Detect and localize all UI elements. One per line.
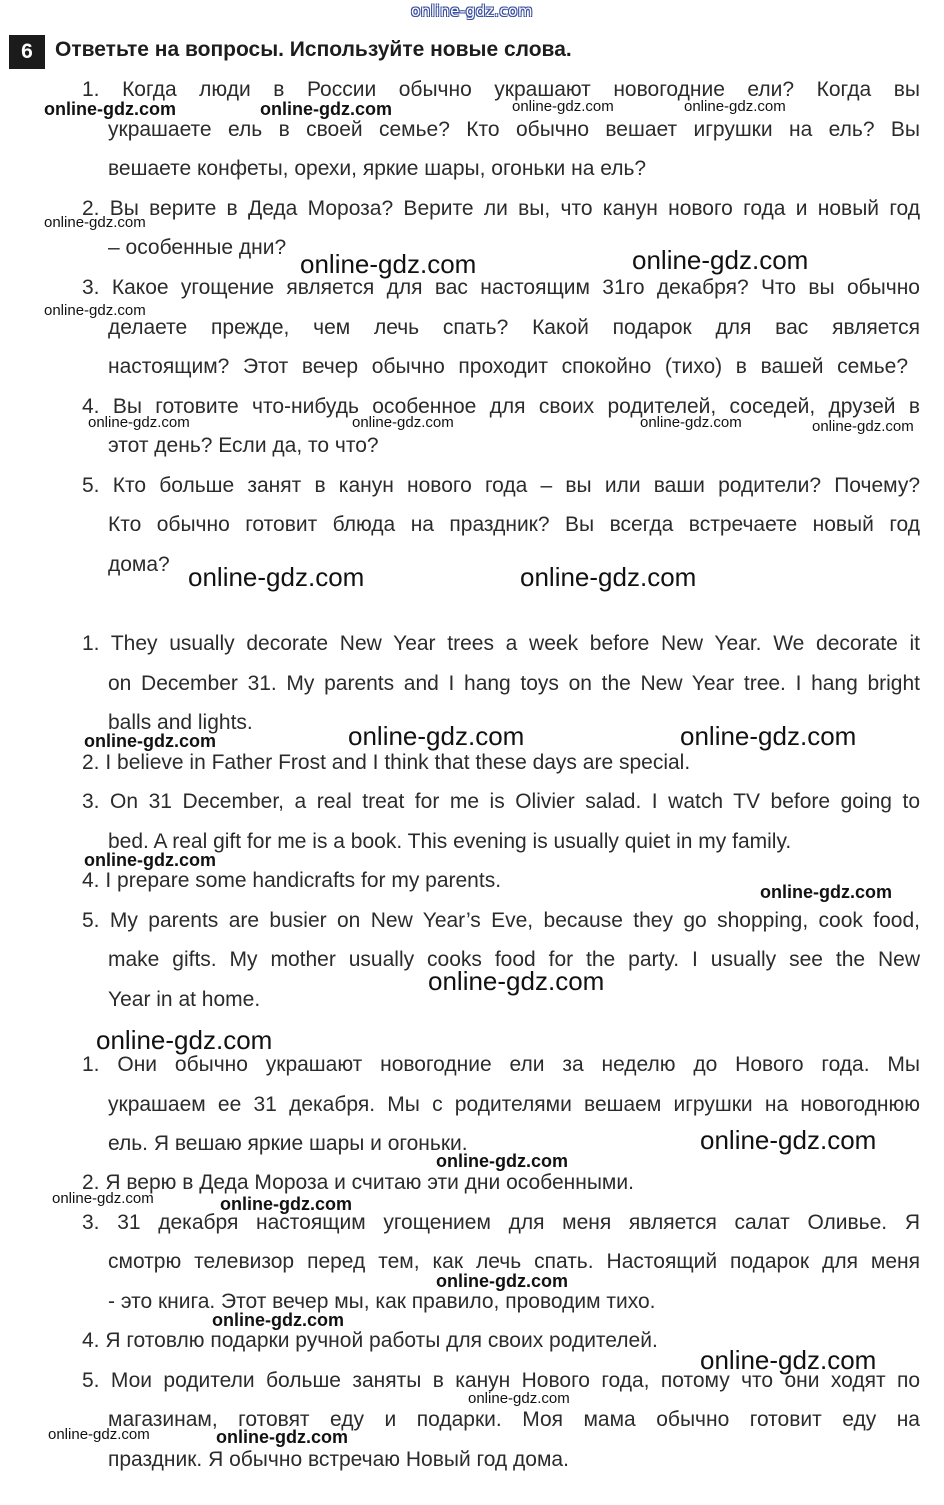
task-number-badge: 6 (9, 35, 45, 69)
question-line: 2. Вы верите в Деда Мороза? Верите ли вы, что канун нового года и новый год (82, 197, 920, 220)
watermark: online-gdz.com (468, 1390, 570, 1407)
watermark: online-gdz.com (52, 1190, 154, 1207)
answer-line-en: 2. I believe in Father Frost and I think that these days are special. (82, 751, 691, 774)
watermark: online-gdz.com (84, 731, 216, 751)
answer-line-ru: 5. Мои родители больше заняты в канун Нового года, потому что они ходят по (82, 1369, 920, 1392)
watermark: online-gdz.com (44, 214, 146, 231)
watermark: online-gdz.com (436, 1271, 568, 1291)
question-line: этот день? Если да, то что? (108, 434, 379, 457)
watermark: online-gdz.com (520, 562, 697, 592)
watermark: online-gdz.com (512, 98, 614, 115)
answer-line-ru: 4. Я готовлю подарки ручной работы для своих родителей. (82, 1329, 658, 1352)
watermark: online-gdz.com (300, 249, 477, 279)
watermark: online-gdz.com (44, 302, 146, 319)
answer-line-ru: 2. Я верю в Деда Мороза и считаю эти дни особенными. (82, 1171, 634, 1194)
answer-line-en: on December 31. My parents and I hang toys on the New Year tree. I hang bright (108, 672, 920, 695)
answer-line-en: bed. A real gift for me is a book. This evening is usually quiet in my family. (108, 830, 792, 853)
question-line: настоящим? Этот вечер обычно проходит спокойно (тихо) в вашей семье? (108, 355, 908, 378)
answer-line-ru: 3. 31 декабря настоящим угощением для меня является салат Оливье. Я (82, 1211, 920, 1234)
answer-line-en: 1. They usually decorate New Year trees a week before New Year. We decorate it (82, 632, 920, 655)
answer-line-ru: украшаем ее 31 декабря. Мы с родителями вешаем игрушки на новогоднюю (108, 1093, 920, 1116)
answer-line-ru: праздник. Я обычно встречаю Новый год дома. (108, 1448, 569, 1471)
question-line: 5. Кто больше занят в канун нового года – вы или ваши родители? Почему? (82, 474, 920, 497)
watermark: online-gdz.com (220, 1194, 352, 1214)
question-line: украшаете ель в своей семье? Кто обычно вешает игрушки на ель? Вы (108, 118, 920, 141)
question-line: – особенные дни? (108, 236, 287, 259)
watermark: online-gdz.com (760, 882, 892, 902)
question-line: 3. Какое угощение является для вас настоящим 31го декабря? Что вы обычно (82, 276, 920, 299)
watermark: online-gdz.com (84, 850, 216, 870)
watermark: online-gdz.com (700, 1345, 877, 1375)
answer-line-en: 3. On 31 December, a real treat for me is Olivier salad. I watch TV before going to (82, 790, 920, 813)
question-line: вешаете конфеты, орехи, яркие шары, огоньки на ель? (108, 157, 647, 180)
watermark: online-gdz.com (352, 414, 454, 431)
watermark: online-gdz.com (428, 966, 605, 996)
answer-line-ru: 1. Они обычно украшают новогодние ели за неделю до Нового года. Мы (82, 1053, 920, 1076)
top-watermark: online-gdz.com (411, 2, 533, 20)
watermark: online-gdz.com (260, 99, 392, 119)
answer-line-ru: магазинам, готовят еду и подарки. Моя мама обычно готовит еду на (108, 1408, 920, 1431)
answer-line-en: Year in at home. (108, 988, 261, 1011)
answer-line-en: balls and lights. (108, 711, 253, 734)
question-line: 1. Когда люди в России обычно украшают новогодние ели? Когда вы (82, 78, 920, 101)
watermark: online-gdz.com (212, 1310, 344, 1330)
answer-line-en: 5. My parents are busier on New Year’s Eve, because they go shopping, cook food, (82, 909, 920, 932)
question-line: делаете прежде, чем лечь спать? Какой подарок для вас является (108, 316, 920, 339)
watermark: online-gdz.com (188, 562, 365, 592)
watermark: online-gdz.com (48, 1426, 150, 1443)
watermark: online-gdz.com (88, 414, 190, 431)
watermark: online-gdz.com (680, 721, 857, 751)
watermark: online-gdz.com (436, 1151, 568, 1171)
watermark: online-gdz.com (684, 98, 786, 115)
question-line: 4. Вы готовите что-нибудь особенное для своих родителей, соседей, друзей в (82, 395, 920, 418)
answer-line-ru: ель. Я вешаю яркие шары и огоньки. (108, 1132, 468, 1155)
watermark: online-gdz.com (700, 1125, 877, 1155)
answer-line-ru: - это книга. Этот вечер мы, как правило, проводим тихо. (108, 1290, 656, 1313)
watermark: online-gdz.com (348, 721, 525, 751)
question-line: дома? (108, 553, 170, 576)
watermark: online-gdz.com (216, 1427, 348, 1447)
watermark: online-gdz.com (640, 414, 742, 431)
answer-line-en: 4. I prepare some handicrafts for my parents. (82, 869, 502, 892)
watermark: online-gdz.com (632, 245, 809, 275)
watermark: online-gdz.com (44, 99, 176, 119)
watermark: online-gdz.com (812, 418, 914, 435)
answer-line-ru: смотрю телевизор перед тем, как лечь спать. Настоящий подарок для меня (108, 1250, 920, 1273)
watermark: online-gdz.com (96, 1025, 273, 1055)
question-line: Кто обычно готовит блюда на праздник? Вы всегда встречаете новый год (108, 513, 920, 536)
task-heading: Ответьте на вопросы. Используйте новые слова. (55, 38, 572, 61)
answer-line-en: make gifts. My mother usually cooks food for the party. I usually see the New (108, 948, 920, 971)
